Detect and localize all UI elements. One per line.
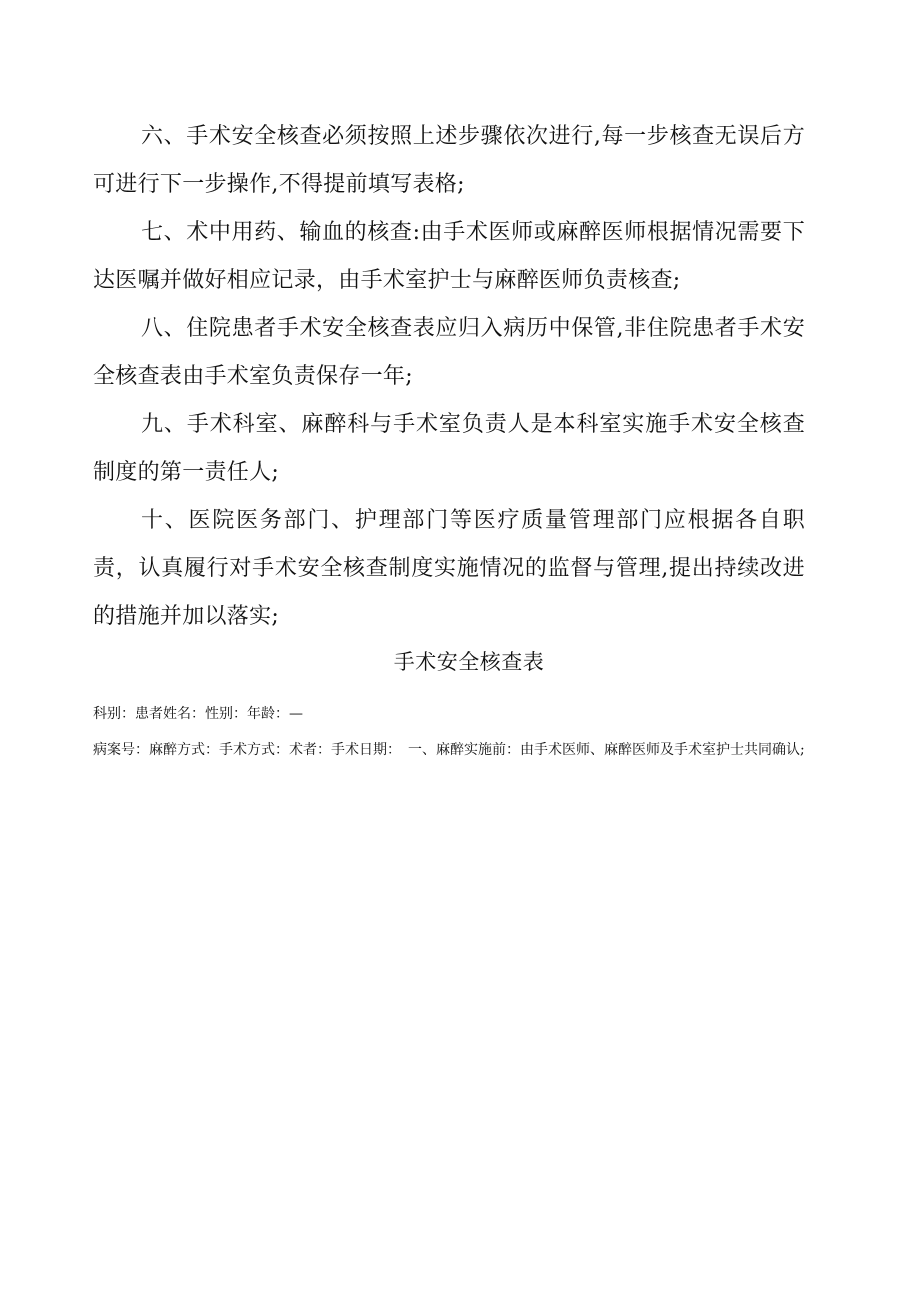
form-patient-info-line: 科别：患者姓名：性别：年龄：— bbox=[93, 706, 303, 722]
regulation-text bbox=[93, 113, 805, 641]
paragraph-seven: 七、术中用药、输血的核查:由手术医师或麻醉医师根据情况需要下达医嘱并做好相应记录，由手术室护士与麻醉医师负责核查; bbox=[93, 220, 805, 293]
form-title: 手术安全核查表 bbox=[393, 650, 545, 674]
paragraph-eight: 八、住院患者手术安全核查表应归入病历中保管,非住院患者手术安全核查表由手术室负责保存一年; bbox=[93, 316, 805, 389]
paragraph-ten: 十、医院医务部门、护理部门等医疗质量管理部门应根据各自职责，认真履行对手术安全核查制度实施情况的监督与管理,提出持续改进的措施并加以落实; bbox=[93, 508, 805, 629]
form-surgery-info-line: 病案号：麻醉方式：手术方式：术者：手术日期： 一、麻醉实施前：由手术医师、麻醉医师及手术室护士共同确认; bbox=[93, 742, 805, 758]
paragraph-six: 六、手术安全核查必须按照上述步骤依次进行,每一步核查无误后方可进行下一步操作,不得提前填写表格; bbox=[93, 124, 805, 197]
paragraph-nine: 九、手术科室、麻醉科与手术室负责人是本科室实施手术安全核查制度的第一责任人; bbox=[93, 412, 805, 485]
